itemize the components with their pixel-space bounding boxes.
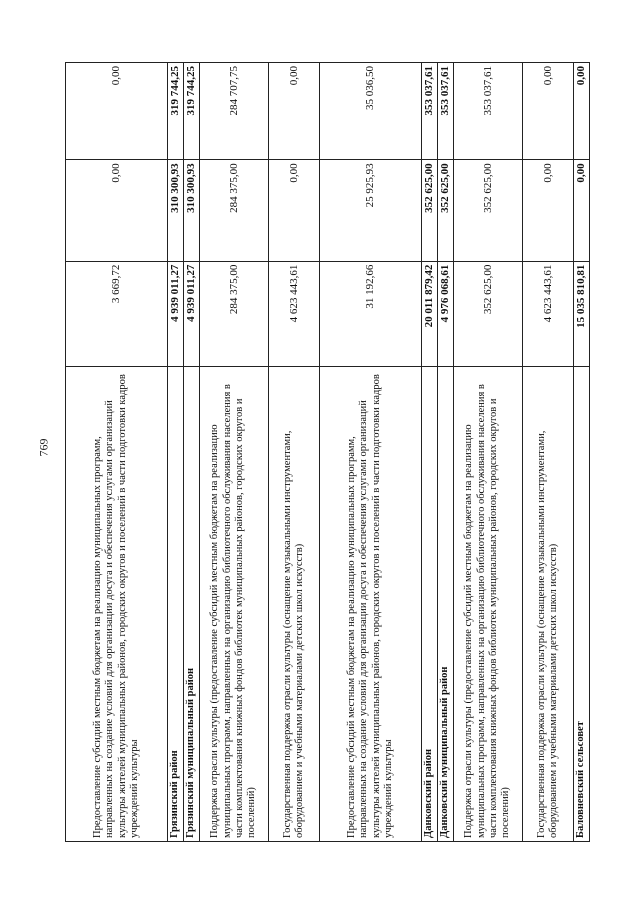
row-name-cell: Грязинский муниципальный район	[184, 366, 200, 841]
value-1-cell: 4 623 443,61	[269, 261, 320, 366]
value-2-cell: 0,00	[66, 160, 168, 261]
document-sheet	[65, 62, 588, 842]
value-1-cell: 4 623 443,61	[523, 261, 574, 366]
value-2-cell: 25 925,93	[320, 160, 422, 261]
row-name-cell: Поддержка отрасли культуры (предоставление субсидий местным бюджетам на реализацию муниципальных программ, направленных на организацию библиотечного обслуживания населения в части комплектования книжных фондов библиотек муниципальных районов, городских округов и поселений)	[200, 366, 269, 841]
budget-table	[65, 62, 590, 842]
table-row	[320, 63, 422, 842]
row-name-cell: Поддержка отрасли культуры (предоставление субсидий местным бюджетам на реализацию муниципальных программ, направленных на организацию библиотечного обслуживания населения в части комплектования книжных фондов библиотек муниципальных районов, городских округов и поселений)	[454, 366, 523, 841]
value-2-cell: 0,00	[574, 160, 590, 261]
value-3-cell: 0,00	[574, 63, 590, 160]
value-2-cell: 352 625,00	[438, 160, 454, 261]
value-3-cell: 353 037,61	[422, 63, 438, 160]
value-1-cell: 20 011 879,42	[422, 261, 438, 366]
table-row	[200, 63, 269, 842]
value-3-cell: 284 707,75	[200, 63, 269, 160]
row-name-cell: Предоставление субсидий местным бюджетам на реализацию муниципальных программ, направленных на создание условий для организации досуга и обеспечения услугами организаций культуры жителей муниципальных районов, городских округов и поселений в части подготовки кадров учреждений культуры	[66, 366, 168, 841]
value-1-cell: 31 192,66	[320, 261, 422, 366]
table-row	[422, 63, 438, 842]
page-number: 769	[36, 438, 51, 457]
row-name-cell: Баловневский сельсовет	[574, 366, 590, 841]
value-2-cell: 284 375,00	[200, 160, 269, 261]
table-row	[523, 63, 574, 842]
table-row	[574, 63, 590, 842]
value-1-cell: 4 939 011,27	[168, 261, 184, 366]
row-name-cell: Государственная поддержка отрасли культуры (оснащение музыкальными инструментами, оборудованием и учебными материалами детских школ искусств)	[269, 366, 320, 841]
value-3-cell: 0,00	[523, 63, 574, 160]
value-1-cell: 4 939 011,27	[184, 261, 200, 366]
value-2-cell: 0,00	[269, 160, 320, 261]
value-2-cell: 310 300,93	[168, 160, 184, 261]
value-1-cell: 352 625,00	[454, 261, 523, 366]
row-name-cell: Грязинский район	[168, 366, 184, 841]
row-name-cell: Предоставление субсидий местным бюджетам на реализацию муниципальных программ, направленных на создание условий для организации досуга и обеспечения услугами организаций культуры жителей муниципальных районов, городских округов и поселений в части подготовки кадров учреждений культуры	[320, 366, 422, 841]
table-row	[269, 63, 320, 842]
table-row	[454, 63, 523, 842]
budget-table-body	[66, 63, 590, 842]
value-3-cell: 35 036,50	[320, 63, 422, 160]
rotated-table-wrapper	[65, 62, 588, 842]
row-name-cell: Данковский муниципальный район	[438, 366, 454, 841]
value-3-cell: 319 744,25	[184, 63, 200, 160]
row-name-cell: Государственная поддержка отрасли культуры (оснащение музыкальными инструментами, оборудованием и учебными материалами детских школ искусств)	[523, 366, 574, 841]
table-row	[438, 63, 454, 842]
row-name-cell: Данковский район	[422, 366, 438, 841]
value-1-cell: 284 375,00	[200, 261, 269, 366]
table-row	[168, 63, 184, 842]
value-1-cell: 15 035 810,81	[574, 261, 590, 366]
value-2-cell: 0,00	[523, 160, 574, 261]
value-3-cell: 0,00	[66, 63, 168, 160]
table-row	[184, 63, 200, 842]
value-1-cell: 4 976 068,61	[438, 261, 454, 366]
value-3-cell: 353 037,61	[454, 63, 523, 160]
table-row	[66, 63, 168, 842]
value-3-cell: 319 744,25	[168, 63, 184, 160]
value-2-cell: 310 300,93	[184, 160, 200, 261]
value-3-cell: 353 037,61	[438, 63, 454, 160]
value-3-cell: 0,00	[269, 63, 320, 160]
value-1-cell: 3 669,72	[66, 261, 168, 366]
value-2-cell: 352 625,00	[454, 160, 523, 261]
value-2-cell: 352 625,00	[422, 160, 438, 261]
